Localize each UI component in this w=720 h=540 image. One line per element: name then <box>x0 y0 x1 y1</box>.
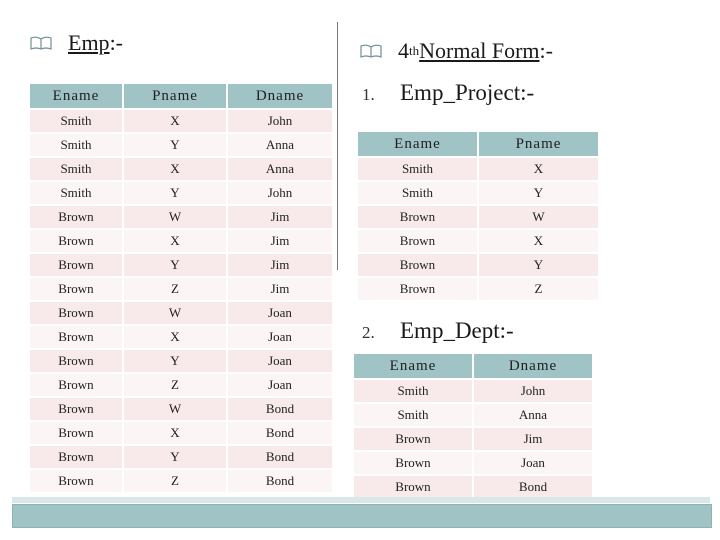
table-cell: Brown <box>30 374 124 398</box>
table-cell: X <box>124 422 228 446</box>
table-cell: Brown <box>30 398 124 422</box>
4nf-heading <box>360 38 553 64</box>
4nf-heading-text: Normal Form <box>419 38 540 63</box>
table-cell: Brown <box>354 452 474 476</box>
table-cell: John <box>474 380 594 404</box>
table-cell: W <box>124 206 228 230</box>
table-row <box>30 446 334 470</box>
table-row <box>30 278 334 302</box>
table-cell: Y <box>479 254 600 278</box>
table-cell: John <box>228 110 334 134</box>
table-cell: X <box>124 230 228 254</box>
emp-dept-header-row <box>354 354 594 380</box>
table-cell: Joan <box>474 452 594 476</box>
table-cell: Bond <box>228 422 334 446</box>
table-cell: Smith <box>30 134 124 158</box>
table-cell: Joan <box>228 302 334 326</box>
table-cell: Anna <box>228 134 334 158</box>
table-row <box>354 380 594 404</box>
table-cell: Anna <box>228 158 334 182</box>
table-cell: Brown <box>30 326 124 350</box>
column-header: Ename <box>354 354 474 380</box>
table-cell: Smith <box>30 110 124 134</box>
table-cell: John <box>228 182 334 206</box>
table-cell: Z <box>124 278 228 302</box>
emp-heading-text: Emp <box>68 30 110 55</box>
table-cell: Bond <box>228 470 334 494</box>
4nf-heading-sup: th <box>409 43 420 58</box>
table-row <box>354 452 594 476</box>
table-row <box>30 182 334 206</box>
table-cell: Brown <box>358 254 479 278</box>
table-cell: Y <box>124 254 228 278</box>
table-cell: X <box>124 326 228 350</box>
table-row <box>30 350 334 374</box>
table-cell: W <box>124 302 228 326</box>
table-cell: X <box>124 110 228 134</box>
table-cell: Brown <box>358 206 479 230</box>
table-row <box>354 404 594 428</box>
column-divider <box>337 22 338 270</box>
book-bullet-icon <box>30 36 52 50</box>
table-cell: X <box>479 158 600 182</box>
table-row <box>30 470 334 494</box>
table-row <box>30 326 334 350</box>
table-cell: Y <box>124 134 228 158</box>
table-cell: Smith <box>354 404 474 428</box>
table-cell: Z <box>124 374 228 398</box>
table-cell: Brown <box>30 206 124 230</box>
table-cell: Joan <box>228 374 334 398</box>
emp-dept-title: Emp_Dept:- <box>400 318 514 343</box>
table-row <box>30 158 334 182</box>
table-cell: Smith <box>30 182 124 206</box>
footer-strip <box>12 497 710 503</box>
table-row <box>30 254 334 278</box>
table-cell: Bond <box>228 398 334 422</box>
table-cell: Smith <box>358 182 479 206</box>
table-cell: Joan <box>228 350 334 374</box>
table-row <box>30 422 334 446</box>
table-cell: Jim <box>228 230 334 254</box>
book-bullet-icon <box>360 44 382 58</box>
table-cell: Y <box>124 182 228 206</box>
table-row <box>358 254 600 278</box>
emp-dept-number: 2. <box>362 323 375 342</box>
4nf-heading-suffix: :- <box>539 38 553 63</box>
column-header: Dname <box>228 84 334 110</box>
table-cell: Y <box>479 182 600 206</box>
4nf-heading-number: 4 <box>398 38 409 63</box>
table-row <box>30 302 334 326</box>
emp-heading <box>30 30 123 56</box>
table-cell: Brown <box>354 428 474 452</box>
table-cell: Jim <box>228 254 334 278</box>
table-cell: Brown <box>358 278 479 302</box>
table-row <box>358 278 600 302</box>
table-cell: Brown <box>30 278 124 302</box>
column-header: Ename <box>30 84 124 110</box>
table-cell: Joan <box>228 326 334 350</box>
column-header: Pname <box>124 84 228 110</box>
table-cell: Y <box>124 446 228 470</box>
table-cell: Jim <box>228 206 334 230</box>
emp-dept-heading <box>362 318 514 344</box>
emp-heading-suffix: :- <box>109 30 124 55</box>
column-header: Pname <box>479 132 600 158</box>
table-row <box>358 158 600 182</box>
emp-project-heading <box>362 80 534 106</box>
table-cell: Smith <box>358 158 479 182</box>
table-row <box>358 230 600 254</box>
emp-project-title: Emp_Project:- <box>400 80 535 105</box>
column-header: Ename <box>358 132 479 158</box>
table-row <box>358 206 600 230</box>
table-cell: Brown <box>30 446 124 470</box>
emp-table <box>30 84 334 494</box>
table-cell: Y <box>124 350 228 374</box>
table-cell: Jim <box>474 428 594 452</box>
table-cell: X <box>479 230 600 254</box>
table-row <box>30 206 334 230</box>
table-row <box>30 134 334 158</box>
emp-project-number: 1. <box>362 85 375 104</box>
emp-dept-table <box>354 354 594 500</box>
emp-table-header-row <box>30 84 334 110</box>
table-cell: Bond <box>228 446 334 470</box>
table-cell: Smith <box>354 380 474 404</box>
table-row <box>354 428 594 452</box>
table-cell: W <box>124 398 228 422</box>
table-row <box>30 374 334 398</box>
table-cell: Z <box>479 278 600 302</box>
emp-project-table <box>358 132 600 302</box>
table-cell: Brown <box>358 230 479 254</box>
table-cell: X <box>124 158 228 182</box>
table-cell: Brown <box>30 422 124 446</box>
table-cell: Brown <box>30 230 124 254</box>
table-cell: Anna <box>474 404 594 428</box>
table-row <box>30 110 334 134</box>
table-cell: Brown <box>30 470 124 494</box>
table-row <box>30 230 334 254</box>
table-row <box>30 398 334 422</box>
footer-bar <box>12 504 712 528</box>
table-cell: Z <box>124 470 228 494</box>
table-cell: Brown <box>354 476 474 500</box>
column-header: Dname <box>474 354 594 380</box>
table-row <box>358 182 600 206</box>
table-cell: Brown <box>30 350 124 374</box>
table-cell: Jim <box>228 278 334 302</box>
table-cell: Brown <box>30 254 124 278</box>
table-cell: Brown <box>30 302 124 326</box>
emp-project-header-row <box>358 132 600 158</box>
table-cell: Smith <box>30 158 124 182</box>
table-cell: Bond <box>474 476 594 500</box>
table-cell: W <box>479 206 600 230</box>
